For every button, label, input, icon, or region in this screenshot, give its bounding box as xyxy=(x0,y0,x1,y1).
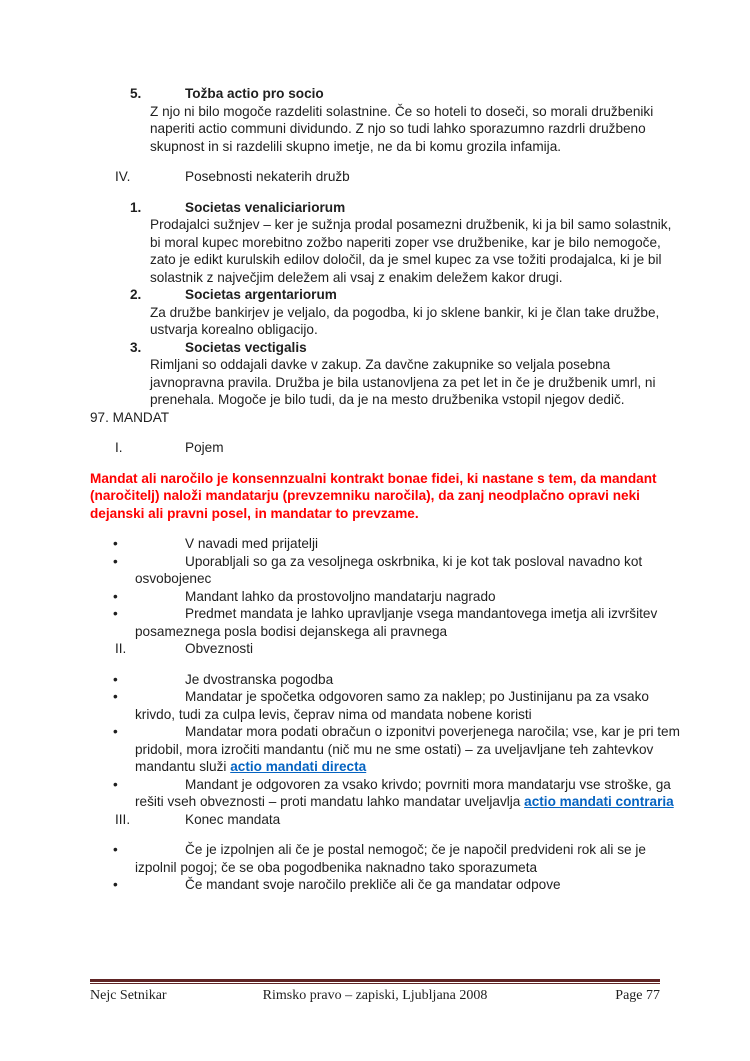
heading-posebnosti xyxy=(115,168,680,186)
heading-number: 3. xyxy=(130,339,142,355)
bullet-icon: • xyxy=(113,588,118,604)
list-item xyxy=(90,605,680,640)
list-item xyxy=(90,535,680,553)
heading-number: II. xyxy=(115,641,127,656)
footer-title: Rimsko pravo – zapiski, Ljubljana 2008 xyxy=(262,988,488,1003)
list-item-text: Predmet mandata je lahko upravljanje vsega mandantovega imetja ali izvršitev posameznega posla bodisi dejanskega ali pravnega xyxy=(135,606,658,639)
bullet-icon: • xyxy=(113,689,118,704)
list-item-text: Mandant lahko da prostovoljno mandatarju nagrado xyxy=(185,588,496,604)
bullet-icon: • xyxy=(113,776,118,792)
paragraph-argentariorum: Za družbe bankirjev je veljalo, da pogodba, ki jo sklene bankir, ki je član take družbe, ustvarja korealno obligacijo. xyxy=(150,304,660,337)
bullet-icon: • xyxy=(113,842,118,857)
paragraph-venaliciariorum: Prodajalci sužnjev – ker je sužnja prodal posamezni družbenik, ki ja bil samo solastnik, bi moral kupec morebitno zožbo naperiti zoper vse družbenike, kar je bilo nemogoče, zato je edikt kurulskih edilov določil, da je smel kupec za vse tožiti prodajalca, ki je bil solastnik z največjim deležem ali vsaj z enakim deležem kakor drugi. xyxy=(150,217,672,285)
list-item xyxy=(90,776,680,811)
heading-pojem xyxy=(115,439,680,457)
footer-rule xyxy=(90,979,660,984)
bullet-icon: • xyxy=(113,877,118,892)
obveznosti-bullet-list xyxy=(90,671,680,811)
heading-societas-argentariorum xyxy=(130,286,680,304)
heading-title: Pojem xyxy=(185,440,224,455)
heading-title: Tožba actio pro socio xyxy=(185,86,324,101)
heading-title: Societas argentariorum xyxy=(185,287,337,302)
heading-number: III. xyxy=(115,811,131,827)
konec-bullet-list xyxy=(90,841,680,894)
list-item-text: Je dvostranska pogodba xyxy=(185,671,334,687)
link-actio-mandati-contraria[interactable]: actio mandati contraria xyxy=(524,794,674,809)
heading-title: Posebnosti nekaterih družb xyxy=(185,169,350,184)
list-item xyxy=(90,876,680,894)
list-item-text: Mandatar mora podati obračun o izponitvi poverjenega naročila; vse, kar je pri tem pridobil, mora izročiti mandantu (nič mu ne sme ostati) – za uveljavljane teh zahtevkov mandantu služi xyxy=(135,724,680,774)
list-item-text: Če mandant svoje naročilo prekliče ali če ga mandatar odpove xyxy=(185,877,561,892)
heading-number: 2. xyxy=(130,287,142,302)
heading-societas-vectigalis xyxy=(130,339,680,357)
link-actio-mandati-directa[interactable]: actio mandati directa xyxy=(230,759,367,774)
footer-text-row xyxy=(90,987,660,1005)
heading-97-mandat: 97. MANDAT xyxy=(90,409,170,425)
heading-number: IV. xyxy=(115,169,131,184)
paragraph-tozba: Z njo ni bilo mogoče razdeliti solastnine. Če so hoteli to doseči, so morali družbeniki naperiti actio communi dividundo. Z njo so tudi lahko sporazumno razdrli družbeno skupnost in si razdelili skupno imetje, ne da bi komu grozila infamija. xyxy=(150,103,654,154)
heading-title: Konec mandata xyxy=(185,811,281,827)
bullet-icon: • xyxy=(113,536,118,551)
heading-title: Obveznosti xyxy=(185,641,254,656)
list-item xyxy=(90,688,680,723)
list-item xyxy=(90,671,680,689)
list-item-text: V navadi med prijatelji xyxy=(185,536,318,551)
heading-number: 1. xyxy=(130,199,142,215)
heading-number: 5. xyxy=(130,86,142,101)
heading-title: Societas venaliciariorum xyxy=(185,199,346,215)
list-item-text: Mandant je odgovoren za vsako krivdo; povrniti mora mandatarju vse stroške, ga rešiti vseh obveznosti – proti mandatu lahko mandatar uveljavlja xyxy=(135,776,671,809)
heading-konec-mandata xyxy=(115,811,680,829)
list-item xyxy=(90,723,680,776)
page-footer xyxy=(90,979,660,1005)
heading-title: Societas vectigalis xyxy=(185,339,307,355)
footer-author: Nejc Setnikar xyxy=(90,988,167,1003)
pojem-bullet-list xyxy=(90,535,680,640)
heading-obveznosti xyxy=(115,640,680,658)
paragraph-vectigalis: Rimljani so oddajali davke v zakup. Za davčne zakupnike so veljala posebna javnopravna pravila. Družba je bila ustanovljena za pet let in če je družbenik umrl, ni prenehala. Mogoče je bilo tudi, da je na mesto družbenika vstopil njegov dedič. xyxy=(150,357,656,407)
bullet-icon: • xyxy=(113,606,118,621)
bullet-icon: • xyxy=(113,671,118,687)
heading-societas-venaliciariorum xyxy=(130,199,680,217)
list-item-text: Uporabljali so ga za vesoljnega oskrbnika, ki je kot tak posloval navadno kot osvobojenec xyxy=(135,553,643,586)
bullet-icon: • xyxy=(113,724,118,739)
definition-mandat: Mandat ali naročilo je konsennzualni kontrakt bonae fidei, ki nastane s tem, da mandant (naročitelj) naloži mandatarju (prevzemniku naročila), da zanj neodplačno opravi neki dejanski ali pravni posel, in mandatar to prevzame. xyxy=(90,470,657,521)
bullet-icon: • xyxy=(113,553,118,569)
heading-number: I. xyxy=(115,440,123,455)
list-item-text: Če je izpolnjen ali če je postal nemogoč; če je napočil predvideni rok ali se je izpolnil pogoj; če se oba pogodbenika naknadno tako sporazumeta xyxy=(135,842,646,875)
heading-tozba-actio-pro-socio xyxy=(130,85,680,103)
list-item xyxy=(90,588,680,606)
list-item-text: Mandatar je spočetka odgovoren samo za naklep; po Justinijanu pa za vsako krivdo, tudi za culpa levis, čeprav nima od mandata nobene koristi xyxy=(135,689,649,722)
footer-page-number: Page 77 xyxy=(615,988,660,1003)
list-item xyxy=(90,553,680,588)
list-item xyxy=(90,841,680,876)
